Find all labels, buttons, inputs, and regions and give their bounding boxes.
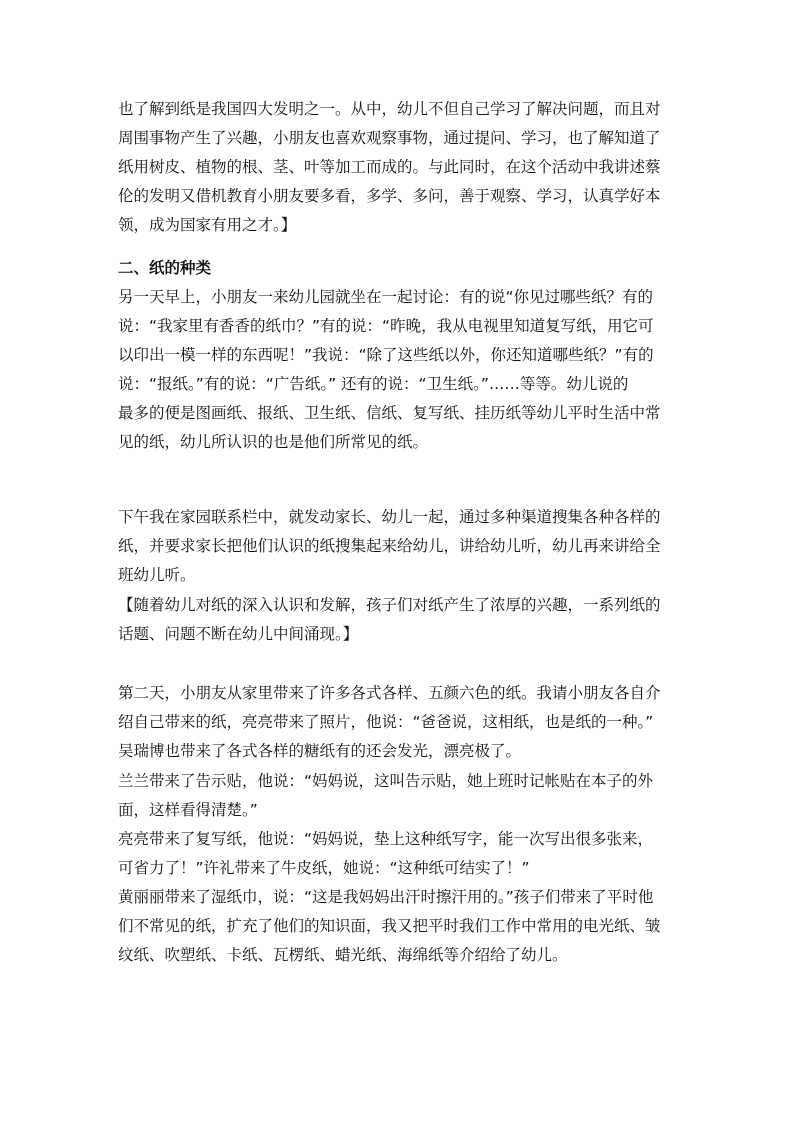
paragraph-invention-summary [118,95,678,240]
text-line: 面，这样看得清楚。” [118,801,258,819]
paragraph-reflection [118,591,678,649]
paragraph-liangliang [118,825,678,883]
text-line: 伦的发明又借机教育小朋友要多看，多学、多问，善于观察、学习，认真学好本 [118,187,661,205]
text-line: 说：“我家里有香香的纸巾？”有的说：“昨晚，我从电视里知道复写纸，用它可 [118,317,654,335]
paragraph-discussion [118,283,678,457]
text-line: 吴瑞博也带来了各式各样的糖纸有的还会发光，漂亮极了。 [118,742,522,760]
text-line: 纸，并要求家长把他们认识的纸搜集起来给幼儿，讲给幼儿听，幼儿再来讲给全 [118,537,661,555]
text-line: 们不常见的纸，扩充了他们的知识面，我又把平时我们工作中常用的电光纸、皱 [118,917,661,935]
text-line: 也了解到纸是我国四大发明之一。从中，幼儿不但自己学习了解决问题，而且对 [118,100,661,118]
text-line: 可省力了！”许礼带来了牛皮纸，她说：“这种纸可结实了！” [118,859,530,877]
text-line: 纸用树皮、植物的根、茎、叶等加工而成的。与此同时，在这个活动中我讲述蔡 [118,158,661,176]
text-line: 第二天，小朋友从家里带来了许多各式各样、五颜六色的纸。我请小朋友各自介 [118,684,661,702]
text-line: 周围事物产生了兴趣，小朋友也喜欢观察事物，通过提问、学习，也了解知道了 [118,129,661,147]
paragraph-huanglili [118,883,678,970]
text-line: 绍自己带来的纸，亮亮带来了照片，他说：“爸爸说，这相纸，也是纸的一种。” [118,713,654,731]
paragraph-next-day [118,679,678,766]
text-line: 说：“报纸。”有的说：“广告纸。” 还有的说：“卫生纸。”……等等。幼儿说的 [118,375,629,393]
text-line: 话题、问题不断在幼儿中间涌现。】 [118,625,359,643]
section-heading [118,254,678,283]
text-line: 见的纸，幼儿所认识的也是他们所常见的纸。 [118,433,429,451]
text-line: 最多的便是图画纸、报纸、卫生纸、信纸、复写纸、挂历纸等幼儿平时生活中常 [118,404,661,422]
text-line: 【随着幼儿对纸的深入认识和发解，孩子们对纸产生了浓厚的兴趣，一系列纸的 [118,596,661,614]
text-line: 以印出一模一样的东西呢！”我说：“除了这些纸以外，你还知道哪些纸？”有的 [118,346,654,364]
text-line: 亮亮带来了复写纸，他说：“妈妈说，垫上这种纸写字，能一次写出很多张来， [118,830,654,848]
section-heading-text: 二、纸的种类 [118,259,212,277]
paragraph-home-school [118,503,678,590]
text-line: 领，成为国家有用之才。】 [118,216,297,234]
text-line: 下午我在家园联系栏中，就发动家长、幼儿一起，通过多种渠道搜集各种各样的 [118,508,661,526]
text-line: 另一天早上，小朋友一来幼儿园就坐在一起讨论：有的说“你见过哪些纸？有的 [118,288,654,306]
text-line: 纹纸、吹塑纸、卡纸、瓦楞纸、蜡光纸、海绵纸等介绍给了幼儿。 [118,946,568,964]
text-line: 班幼儿听。 [118,566,196,584]
paragraph-lanlan [118,767,678,825]
text-line: 兰兰带来了告示贴，他说：“妈妈说，这叫告示贴，她上班时记帐贴在本子的外 [118,772,654,790]
text-line: 黄丽丽带来了湿纸巾，说：“这是我妈妈出汗时擦汗用的。”孩子们带来了平时他 [118,888,654,906]
